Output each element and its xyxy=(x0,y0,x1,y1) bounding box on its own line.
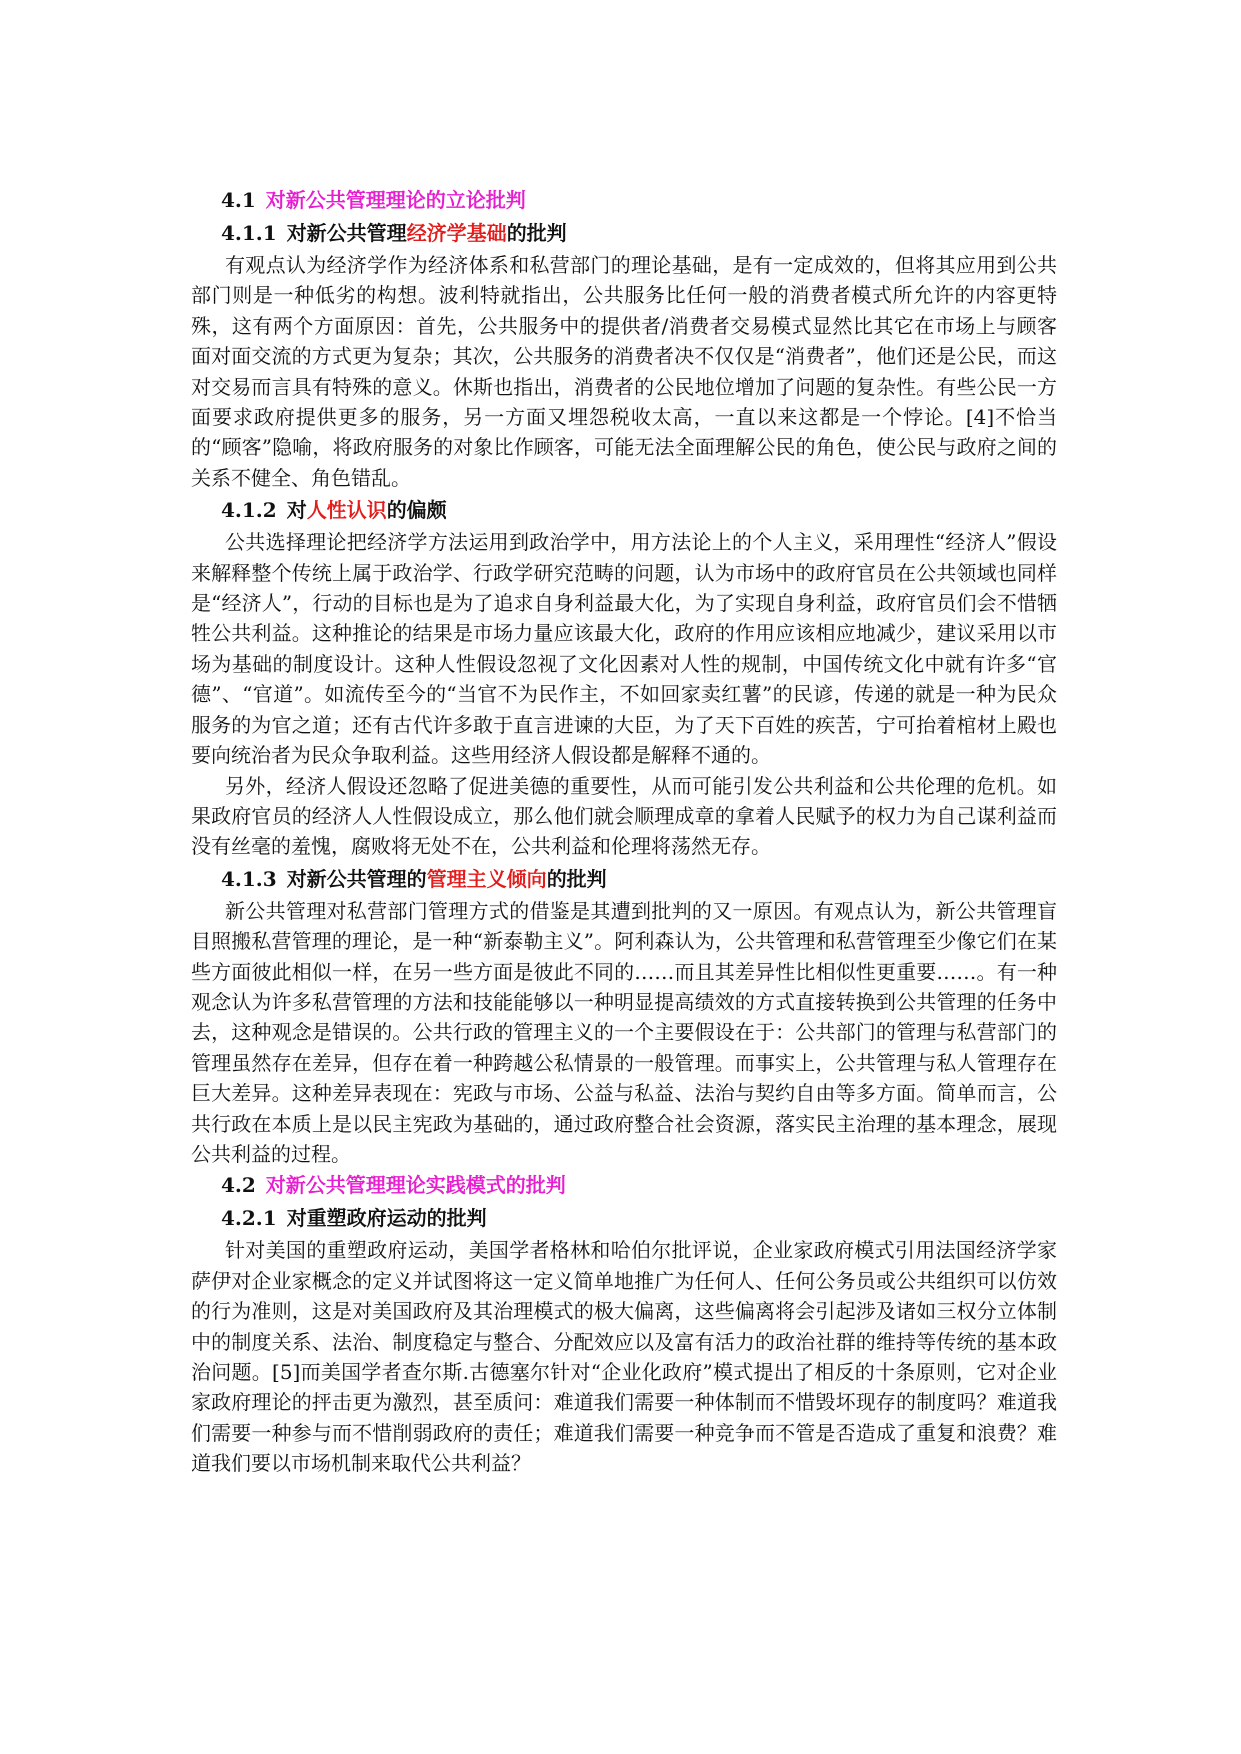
heading-title: 对新公共管理理论的立论批判 xyxy=(265,188,526,212)
heading-title: 对重塑政府运动的批判 xyxy=(286,1206,487,1231)
heading-title-post: 的偏颇 xyxy=(386,498,447,523)
heading-title-highlight: 经济学基础 xyxy=(406,221,507,245)
paragraph: 公共选择理论把经济学方法运用到政治学中，用方法论上的个人主义，采用理性“经济人”假设来解释整个传统上属于政治学、行政学研究范畴的问题，认为市场中的政府官员在公共领域也同样是“经济人”，行动的目标也是为了追求自身利益最大化，为了实现自身利益，政府官员们会不惜牺牲公共利益。这种推论的结果是市场力量应该最大化，政府的作用应该相应地减少，建议采用以市场为基础的制度设计。这种人性假设忽视了文化因素对人性的规制，中国传统文化中就有许多“官德”、“官道”。如流传至今的“当官不为民作主，不如回家卖红薯”的民谚，传递的就是一种为民众服务的为官之道；还有古代许多敢于直言进谏的大臣，为了天下百姓的疾苦，宁可抬着棺材上殿也要向统治者为民众争取利益。这些用经济人假设都是解释不通的。 xyxy=(191,530,1057,768)
paragraph: 针对美国的重塑政府运动，美国学者格林和哈伯尔批评说，企业家政府模式引用法国经济学家萨伊对企业家概念的定义并试图将这一定义简单地推广为任何人、任何公务员或公共组织可以仿效的行为准则，这是对美国政府及其治理模式的极大偏离，这些偏离将会引起涉及诸如三权分立体制中的制度关系、法治、制度稳定与整合、分配效应以及富有活力的政治社群的维持等传统的基本政治问题。[5]而美国学者查尔斯.古德塞尔针对“企业化政府”模式提出了相反的十条原则，它对企业家政府理论的抨击更为激烈，甚至质问：难道我们需要一种体制而不惜毁坏现存的制度吗？难道我们需要一种参与而不惜削弱政府的责任；难道我们需要一种竞争而不管是否造成了重复和浪费？难道我们要以市场机制来取代公共利益？ xyxy=(191,1238,1057,1476)
heading-4-1-3 xyxy=(191,862,1057,896)
heading-title-highlight: 管理主义倾向 xyxy=(426,866,547,891)
document-body xyxy=(191,184,1057,1479)
heading-title-pre: 对新公共管理 xyxy=(286,221,407,245)
heading-title-post: 的批判 xyxy=(506,221,567,245)
heading-number: 4.1.3 xyxy=(221,866,277,891)
heading-number: 4.1.1 xyxy=(221,221,277,245)
heading-4-1-1 xyxy=(191,216,1057,250)
heading-title-pre: 对 xyxy=(286,498,307,523)
heading-title-post: 的批判 xyxy=(546,866,607,891)
heading-4-1 xyxy=(191,184,1057,216)
paragraph: 新公共管理对私营部门管理方式的借鉴是其遭到批判的又一原因。有观点认为，新公共管理盲目照搬私营管理的理论，是一种“新泰勒主义”。阿利森认为，公共管理和私营管理至少像它们在某些方面彼此相似一样，在另一些方面是彼此不同的……而且其差异性比相似性更重要……。有一种观念认为许多私营管理的方法和技能能够以一种明显提高绩效的方式直接转换到公共管理的任务中去，这种观念是错误的。公共行政的管理主义的一个主要假设在于：公共部门的管理与私营部门的管理虽然存在差异，但存在着一种跨越公私情景的一般管理。而事实上，公共管理与私人管理存在巨大差异。这种差异表现在：宪政与市场、公益与私益、法治与契约自由等多方面。简单而言，公共行政在本质上是以民主宪政为基础的，通过政府整合社会资源，落实民主治理的基本理念，展现公共利益的过程。 xyxy=(191,898,1057,1166)
heading-title-pre: 对新公共管理的 xyxy=(286,866,427,891)
heading-number: 4.2 xyxy=(221,1173,256,1198)
heading-4-2-1 xyxy=(191,1201,1057,1235)
heading-number: 4.2.1 xyxy=(221,1206,277,1231)
paragraph: 另外，经济人假设还忽略了促进美德的重要性，从而可能引发公共利益和公共伦理的危机。如果政府官员的经济人人性假设成立，那么他们就会顺理成章的拿着人民赋予的权力为自己谋利益而没有丝毫的羞愧，腐败将无处不在，公共利益和伦理将荡然无存。 xyxy=(191,773,1057,859)
heading-number: 4.1 xyxy=(221,188,256,212)
heading-title-highlight: 人性认识 xyxy=(306,498,387,523)
heading-number: 4.1.2 xyxy=(221,498,277,523)
paragraph: 有观点认为经济学作为经济体系和私营部门的理论基础，是有一定成效的，但将其应用到公共部门则是一种低劣的构想。波利特就指出，公共服务比任何一般的消费者模式所允许的内容更特殊，这有两个方面原因：首先，公共服务中的提供者/消费者交易模式显然比其它在市场上与顾客面对面交流的方式更为复杂；其次，公共服务的消费者决不仅仅是“消费者”，他们还是公民，而这对交易而言具有特殊的意义。休斯也指出，消费者的公民地位增加了问题的复杂性。有些公民一方面要求政府提供更多的服务，另一方面又埋怨税收太高，一直以来这都是一个悖论。[4]不恰当的“顾客”隐喻，将政府服务的对象比作顾客，可能无法全面理解公民的角色，使公民与政府之间的关系不健全、角色错乱。 xyxy=(191,253,1057,490)
heading-4-2 xyxy=(191,1169,1057,1201)
heading-4-1-2 xyxy=(191,493,1057,527)
heading-title: 对新公共管理理论实践模式的批判 xyxy=(265,1173,566,1198)
